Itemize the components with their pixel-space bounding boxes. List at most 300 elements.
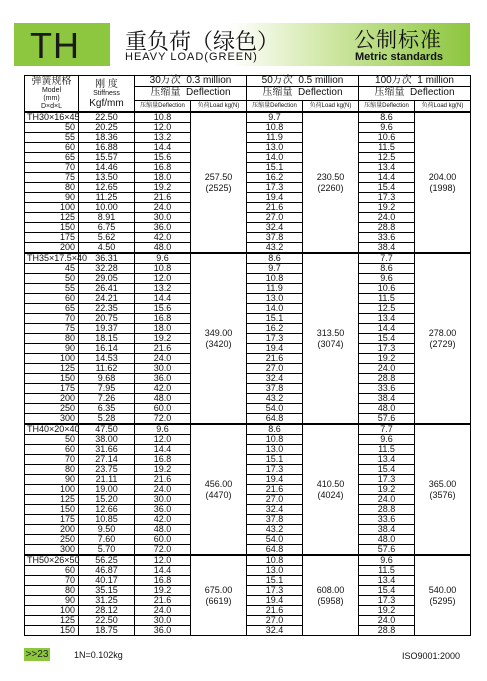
deflection-cell: 17.3: [359, 193, 415, 203]
series-logo-text: TH: [30, 25, 80, 66]
model-cell: 75: [25, 173, 79, 183]
stiffness-cell: 31.25: [79, 596, 135, 606]
table-row: [25, 344, 471, 354]
table-row: [25, 505, 471, 515]
deflection-cell: 32.4: [247, 374, 303, 384]
life-header-2: 100万次 1 million: [359, 76, 471, 87]
deflection-cell: 57.6: [359, 545, 415, 556]
stiffness-cell: 7.60: [79, 535, 135, 545]
table-row: [25, 274, 471, 284]
model-cell: 55: [25, 284, 79, 294]
model-cell: 60: [25, 445, 79, 455]
stiffness-cell: 22.35: [79, 304, 135, 314]
deflection-cell: 13.0: [247, 445, 303, 455]
deflection-cell: 42.0: [135, 233, 191, 243]
table-row: [25, 183, 471, 193]
deflection-cell: 24.0: [359, 616, 415, 626]
load-newton-value: (2525): [205, 182, 232, 193]
table-row: [25, 485, 471, 495]
load-cell: [303, 424, 359, 555]
deflection-cell: 43.2: [247, 394, 303, 404]
table-row: [25, 465, 471, 475]
deflection-cell: 27.0: [247, 364, 303, 374]
stiffness-cell: 20.25: [79, 123, 135, 133]
deflection-cell: 15.4: [359, 465, 415, 475]
table-row: [25, 535, 471, 545]
deflection-cell: 24.0: [359, 364, 415, 374]
deflection-cell: 38.4: [359, 525, 415, 535]
deflection-cell: 21.6: [135, 344, 191, 354]
deflection-cell: 24.0: [359, 213, 415, 223]
deflection-cell: 9.6: [135, 424, 191, 435]
stiffness-cell: 11.25: [79, 193, 135, 203]
deflection-cell: 13.2: [135, 284, 191, 294]
load-value: 278.00: [428, 327, 457, 338]
model-cell: 125: [25, 213, 79, 223]
deflection-cell: 9.6: [359, 435, 415, 445]
stiffness-cell: 16.14: [79, 344, 135, 354]
stiffness-cell: 26.41: [79, 284, 135, 294]
table-row: [25, 304, 471, 314]
table-row: [25, 394, 471, 404]
stiffness-cell: 11.62: [79, 364, 135, 374]
table-row: [25, 384, 471, 394]
deflection-cell: 12.0: [135, 435, 191, 445]
stiffness-cell: 16.88: [79, 143, 135, 153]
load-cell: [191, 112, 247, 253]
stiffness-cell: 28.12: [79, 606, 135, 616]
deflection-cell: 24.0: [135, 606, 191, 616]
load-value: 230.50: [316, 171, 345, 182]
load-cell: [415, 555, 471, 636]
deflection-cell: 15.6: [135, 153, 191, 163]
deflection-cell: 10.8: [135, 112, 191, 123]
deflection-cell: 14.4: [135, 566, 191, 576]
table-row: [25, 163, 471, 173]
table-row: [25, 133, 471, 143]
deflection-cell: 18.0: [135, 324, 191, 334]
model-cell: 80: [25, 465, 79, 475]
stiffness-cell: 19.37: [79, 324, 135, 334]
deflection-cell: 38.4: [359, 394, 415, 404]
model-cell: 175: [25, 233, 79, 243]
stiffness-cell: 15.57: [79, 153, 135, 163]
table-row: [25, 173, 471, 183]
model-cell: 60: [25, 294, 79, 304]
table-row: [25, 324, 471, 334]
table-row: [25, 284, 471, 294]
deflection-cell: 19.2: [359, 203, 415, 213]
table-row: [25, 223, 471, 233]
deflection-cell: 19.2: [135, 586, 191, 596]
stiffness-cell: 27.14: [79, 455, 135, 465]
deflection-cell: 15.1: [247, 163, 303, 173]
deflection-cell: 16.8: [135, 163, 191, 173]
deflection-cell: 14.4: [135, 445, 191, 455]
deflection-cell: 14.4: [359, 324, 415, 334]
load-newton-value: (2729): [429, 338, 456, 349]
deflection-cell: 15.1: [247, 455, 303, 465]
model-cell: 250: [25, 535, 79, 545]
deflection-cell: 9.7: [247, 264, 303, 274]
deflection-cell: 12.5: [359, 153, 415, 163]
deflection-cell: 9.6: [359, 555, 415, 566]
deflection-cell: 30.0: [135, 213, 191, 223]
deflection-cell: 13.0: [247, 294, 303, 304]
table-row: [25, 253, 471, 264]
deflection-cell: 15.1: [247, 576, 303, 586]
stiffness-cell: 24.21: [79, 294, 135, 304]
load-value: 349.00: [204, 327, 233, 338]
deflection-cell: 12.0: [135, 555, 191, 566]
deflection-cell: 60.0: [135, 404, 191, 414]
deflection-cell: 19.2: [135, 465, 191, 475]
deflection-cell: 11.5: [359, 566, 415, 576]
model-cell: 80: [25, 334, 79, 344]
stiffness-cell: 18.15: [79, 334, 135, 344]
deflection-cell: 21.6: [135, 475, 191, 485]
stiffness-cell: 38.00: [79, 435, 135, 445]
deflection-cell: 10.8: [247, 435, 303, 445]
load-cell: [191, 253, 247, 424]
deflection-cell: 27.0: [247, 616, 303, 626]
load-newton-value: (3420): [205, 338, 232, 349]
table-row: [25, 555, 471, 566]
load-newton-value: (3576): [429, 489, 456, 500]
table-row: [25, 354, 471, 364]
deflection-cell: 16.8: [135, 455, 191, 465]
deflection-cell: 12.0: [135, 274, 191, 284]
load-newton-value: (5295): [429, 595, 456, 606]
deflection-cell: 10.8: [247, 123, 303, 133]
deflection-cell: 18.0: [135, 173, 191, 183]
deflection-cell: 14.4: [135, 294, 191, 304]
deflection-cell: 48.0: [135, 243, 191, 254]
deflection-cell: 30.0: [135, 495, 191, 505]
table-row: [25, 606, 471, 616]
model-cell: 100: [25, 606, 79, 616]
table-row: [25, 515, 471, 525]
table-row: [25, 233, 471, 243]
deflection-cell: 17.3: [247, 183, 303, 193]
deflection-cell: 11.5: [359, 445, 415, 455]
deflection-cell: 10.6: [359, 284, 415, 294]
table-row: [25, 445, 471, 455]
title-chinese: 重负荷（绿色）: [125, 29, 280, 54]
load-cell: [415, 253, 471, 424]
iso-certification: ISO9001:2000: [402, 651, 461, 661]
deflection-header-1: 压缩量 Deflection: [247, 87, 359, 100]
stiffness-header: [79, 76, 135, 113]
deflection-cell: 15.4: [359, 183, 415, 193]
deflection-cell: 33.6: [359, 233, 415, 243]
table-row: [25, 193, 471, 203]
model-cell: 90: [25, 596, 79, 606]
deflection-cell: 36.0: [135, 505, 191, 515]
stiffness-cell: 23.75: [79, 465, 135, 475]
sub-load-header: 负荷Load kg(N): [303, 100, 359, 112]
deflection-cell: 14.4: [359, 173, 415, 183]
stiffness-cell: 18.36: [79, 133, 135, 143]
model-header: [25, 76, 79, 113]
sub-load-header: 负荷Load kg(N): [191, 100, 247, 112]
model-cell: 50: [25, 123, 79, 133]
deflection-cell: 36.0: [135, 223, 191, 233]
table-row: [25, 626, 471, 636]
deflection-cell: 42.0: [135, 384, 191, 394]
table-row: [25, 435, 471, 445]
stiffness-header-en: Stiffness: [93, 89, 120, 97]
deflection-cell: 30.0: [135, 616, 191, 626]
load-newton-value: (2260): [317, 182, 344, 193]
stiffness-cell: 31.66: [79, 445, 135, 455]
deflection-cell: 19.2: [135, 334, 191, 344]
model-header-cn: 弹簧规格: [31, 76, 72, 87]
deflection-cell: 19.2: [359, 606, 415, 616]
model-cell: 90: [25, 344, 79, 354]
stiffness-cell: 5.70: [79, 545, 135, 556]
deflection-cell: 21.6: [247, 354, 303, 364]
stiffness-header-cn: 刚 度: [95, 78, 118, 90]
deflection-cell: 13.0: [247, 143, 303, 153]
table-row: [25, 112, 471, 123]
model-cell: TH30×16×45: [25, 112, 79, 123]
stiffness-cell: 15.20: [79, 495, 135, 505]
table-row: [25, 576, 471, 586]
model-cell: 300: [25, 414, 79, 425]
deflection-cell: 9.6: [359, 274, 415, 284]
deflection-cell: 14.4: [135, 143, 191, 153]
deflection-cell: 24.0: [135, 485, 191, 495]
deflection-cell: 13.0: [247, 566, 303, 576]
stiffness-cell: 5.28: [79, 414, 135, 425]
stiffness-cell: 29.05: [79, 274, 135, 284]
deflection-cell: 43.2: [247, 243, 303, 254]
load-value: 608.00: [316, 584, 345, 595]
deflection-cell: 37.8: [247, 384, 303, 394]
model-cell: 55: [25, 133, 79, 143]
table-row: [25, 264, 471, 274]
deflection-cell: 17.3: [359, 596, 415, 606]
load-newton-value: (1998): [429, 182, 456, 193]
deflection-cell: 19.2: [135, 183, 191, 193]
table-row: [25, 374, 471, 384]
deflection-cell: 13.4: [359, 455, 415, 465]
stiffness-cell: 22.50: [79, 616, 135, 626]
model-cell: 90: [25, 475, 79, 485]
model-cell: 100: [25, 354, 79, 364]
load-newton-value: (3074): [317, 338, 344, 349]
deflection-cell: 64.8: [247, 545, 303, 556]
stiffness-cell: 14.53: [79, 354, 135, 364]
model-header-en: Model: [41, 87, 62, 94]
stiffness-cell: 32.28: [79, 264, 135, 274]
stiffness-cell: 7.26: [79, 394, 135, 404]
load-cell: [191, 424, 247, 555]
stiffness-cell: 21.11: [79, 475, 135, 485]
deflection-cell: 28.8: [359, 374, 415, 384]
stiffness-cell: 47.50: [79, 424, 135, 435]
table-row: [25, 404, 471, 414]
model-cell: 60: [25, 143, 79, 153]
model-cell: 150: [25, 626, 79, 636]
model-cell: 150: [25, 505, 79, 515]
deflection-cell: 13.4: [359, 576, 415, 586]
deflection-cell: 15.4: [359, 334, 415, 344]
deflection-cell: 37.8: [247, 233, 303, 243]
model-cell: 70: [25, 163, 79, 173]
deflection-cell: 21.6: [135, 596, 191, 606]
model-cell: 75: [25, 324, 79, 334]
table-row: [25, 596, 471, 606]
deflection-cell: 27.0: [247, 495, 303, 505]
table-row: [25, 123, 471, 133]
deflection-cell: 8.6: [359, 264, 415, 274]
deflection-cell: 36.0: [135, 374, 191, 384]
sub-deflection-header: 压缩量Deflection: [359, 100, 415, 112]
load-newton-value: (4470): [205, 489, 232, 500]
table-row: [25, 364, 471, 374]
stiffness-cell: 8.91: [79, 213, 135, 223]
table-row: [25, 616, 471, 626]
page-header: [14, 23, 470, 66]
stiffness-cell: 10.00: [79, 203, 135, 213]
load-cell: [303, 555, 359, 636]
stiffness-cell: 22.50: [79, 112, 135, 123]
deflection-cell: 38.4: [359, 243, 415, 254]
deflection-cell: 19.4: [247, 475, 303, 485]
page-number: >>23: [25, 649, 49, 660]
load-value: 675.00: [204, 584, 233, 595]
model-cell: 175: [25, 515, 79, 525]
deflection-cell: 11.9: [247, 133, 303, 143]
table-row: [25, 455, 471, 465]
deflection-cell: 72.0: [135, 545, 191, 556]
stiffness-cell: 35.15: [79, 586, 135, 596]
deflection-cell: 19.4: [247, 596, 303, 606]
deflection-cell: 17.3: [359, 344, 415, 354]
table-row: [25, 294, 471, 304]
deflection-cell: 60.0: [135, 535, 191, 545]
stiffness-cell: 40.17: [79, 576, 135, 586]
deflection-cell: 48.0: [359, 404, 415, 414]
deflection-cell: 16.8: [135, 576, 191, 586]
load-cell: [415, 112, 471, 253]
deflection-cell: 36.0: [135, 626, 191, 636]
table-row: [25, 545, 471, 556]
load-value: 540.00: [428, 584, 457, 595]
load-cell: [191, 555, 247, 636]
model-cell: TH40×20×40: [25, 424, 79, 435]
stiffness-cell: 56.25: [79, 555, 135, 566]
deflection-cell: 43.2: [247, 525, 303, 535]
stiffness-cell: 19.00: [79, 485, 135, 495]
table-row: [25, 525, 471, 535]
deflection-cell: 7.7: [359, 424, 415, 435]
deflection-header-2: 压缩量 Deflection: [359, 87, 471, 100]
deflection-cell: 21.6: [247, 606, 303, 616]
sub-deflection-header: 压缩量Deflection: [247, 100, 303, 112]
table-row: [25, 143, 471, 153]
deflection-cell: 14.0: [247, 304, 303, 314]
stiffness-cell: 7.95: [79, 384, 135, 394]
model-cell: 70: [25, 314, 79, 324]
deflection-cell: 14.0: [247, 153, 303, 163]
model-cell: 125: [25, 616, 79, 626]
deflection-cell: 32.4: [247, 223, 303, 233]
model-cell: TH50×26×50: [25, 555, 79, 566]
title-english: HEAVY LOAD(GREEN): [125, 51, 258, 63]
deflection-cell: 10.8: [135, 264, 191, 274]
stiffness-cell: 4.50: [79, 243, 135, 254]
model-cell: 90: [25, 193, 79, 203]
deflection-cell: 54.0: [247, 404, 303, 414]
table-row: [25, 203, 471, 213]
standard-english: Metric standards: [355, 51, 444, 63]
model-header-dim: D×d×L: [40, 103, 63, 110]
table-row: [25, 314, 471, 324]
model-cell: 200: [25, 394, 79, 404]
deflection-cell: 21.6: [247, 485, 303, 495]
deflection-cell: 42.0: [135, 515, 191, 525]
deflection-cell: 16.2: [247, 324, 303, 334]
load-newton-value: (5958): [317, 595, 344, 606]
series-logo: [14, 23, 110, 66]
deflection-cell: 9.6: [359, 123, 415, 133]
stiffness-cell: 12.66: [79, 505, 135, 515]
load-value: 257.50: [204, 171, 233, 182]
stiffness-cell: 5.62: [79, 233, 135, 243]
load-value: 410.50: [316, 478, 345, 489]
model-cell: 45: [25, 264, 79, 274]
deflection-cell: 48.0: [135, 525, 191, 535]
deflection-cell: 10.6: [359, 133, 415, 143]
deflection-cell: 21.6: [247, 203, 303, 213]
stiffness-cell: 9.68: [79, 374, 135, 384]
table-row: [25, 495, 471, 505]
deflection-cell: 33.6: [359, 384, 415, 394]
model-cell: 65: [25, 153, 79, 163]
load-cell: [303, 112, 359, 253]
deflection-cell: 28.8: [359, 223, 415, 233]
deflection-cell: 17.3: [247, 465, 303, 475]
table-row: [25, 586, 471, 596]
life-header-1: 50万次 0.5 million: [247, 76, 359, 87]
deflection-cell: 19.2: [359, 354, 415, 364]
model-cell: 80: [25, 183, 79, 193]
deflection-cell: 16.8: [135, 314, 191, 324]
deflection-cell: 28.8: [359, 505, 415, 515]
deflection-cell: 37.8: [247, 515, 303, 525]
model-cell: 175: [25, 384, 79, 394]
deflection-cell: 8.6: [247, 253, 303, 264]
deflection-cell: 11.5: [359, 143, 415, 153]
model-cell: 60: [25, 566, 79, 576]
model-cell: 100: [25, 203, 79, 213]
model-cell: 150: [25, 223, 79, 233]
deflection-cell: 13.4: [359, 314, 415, 324]
deflection-cell: 32.4: [247, 626, 303, 636]
deflection-cell: 7.7: [359, 253, 415, 264]
deflection-cell: 10.8: [247, 274, 303, 284]
load-cell: [303, 253, 359, 424]
stiffness-header-unit: Kgf/mm: [89, 97, 124, 109]
table-row: [25, 243, 471, 254]
deflection-cell: 54.0: [247, 535, 303, 545]
deflection-cell: 17.3: [359, 475, 415, 485]
load-value: 204.00: [428, 171, 457, 182]
deflection-cell: 8.6: [359, 112, 415, 123]
